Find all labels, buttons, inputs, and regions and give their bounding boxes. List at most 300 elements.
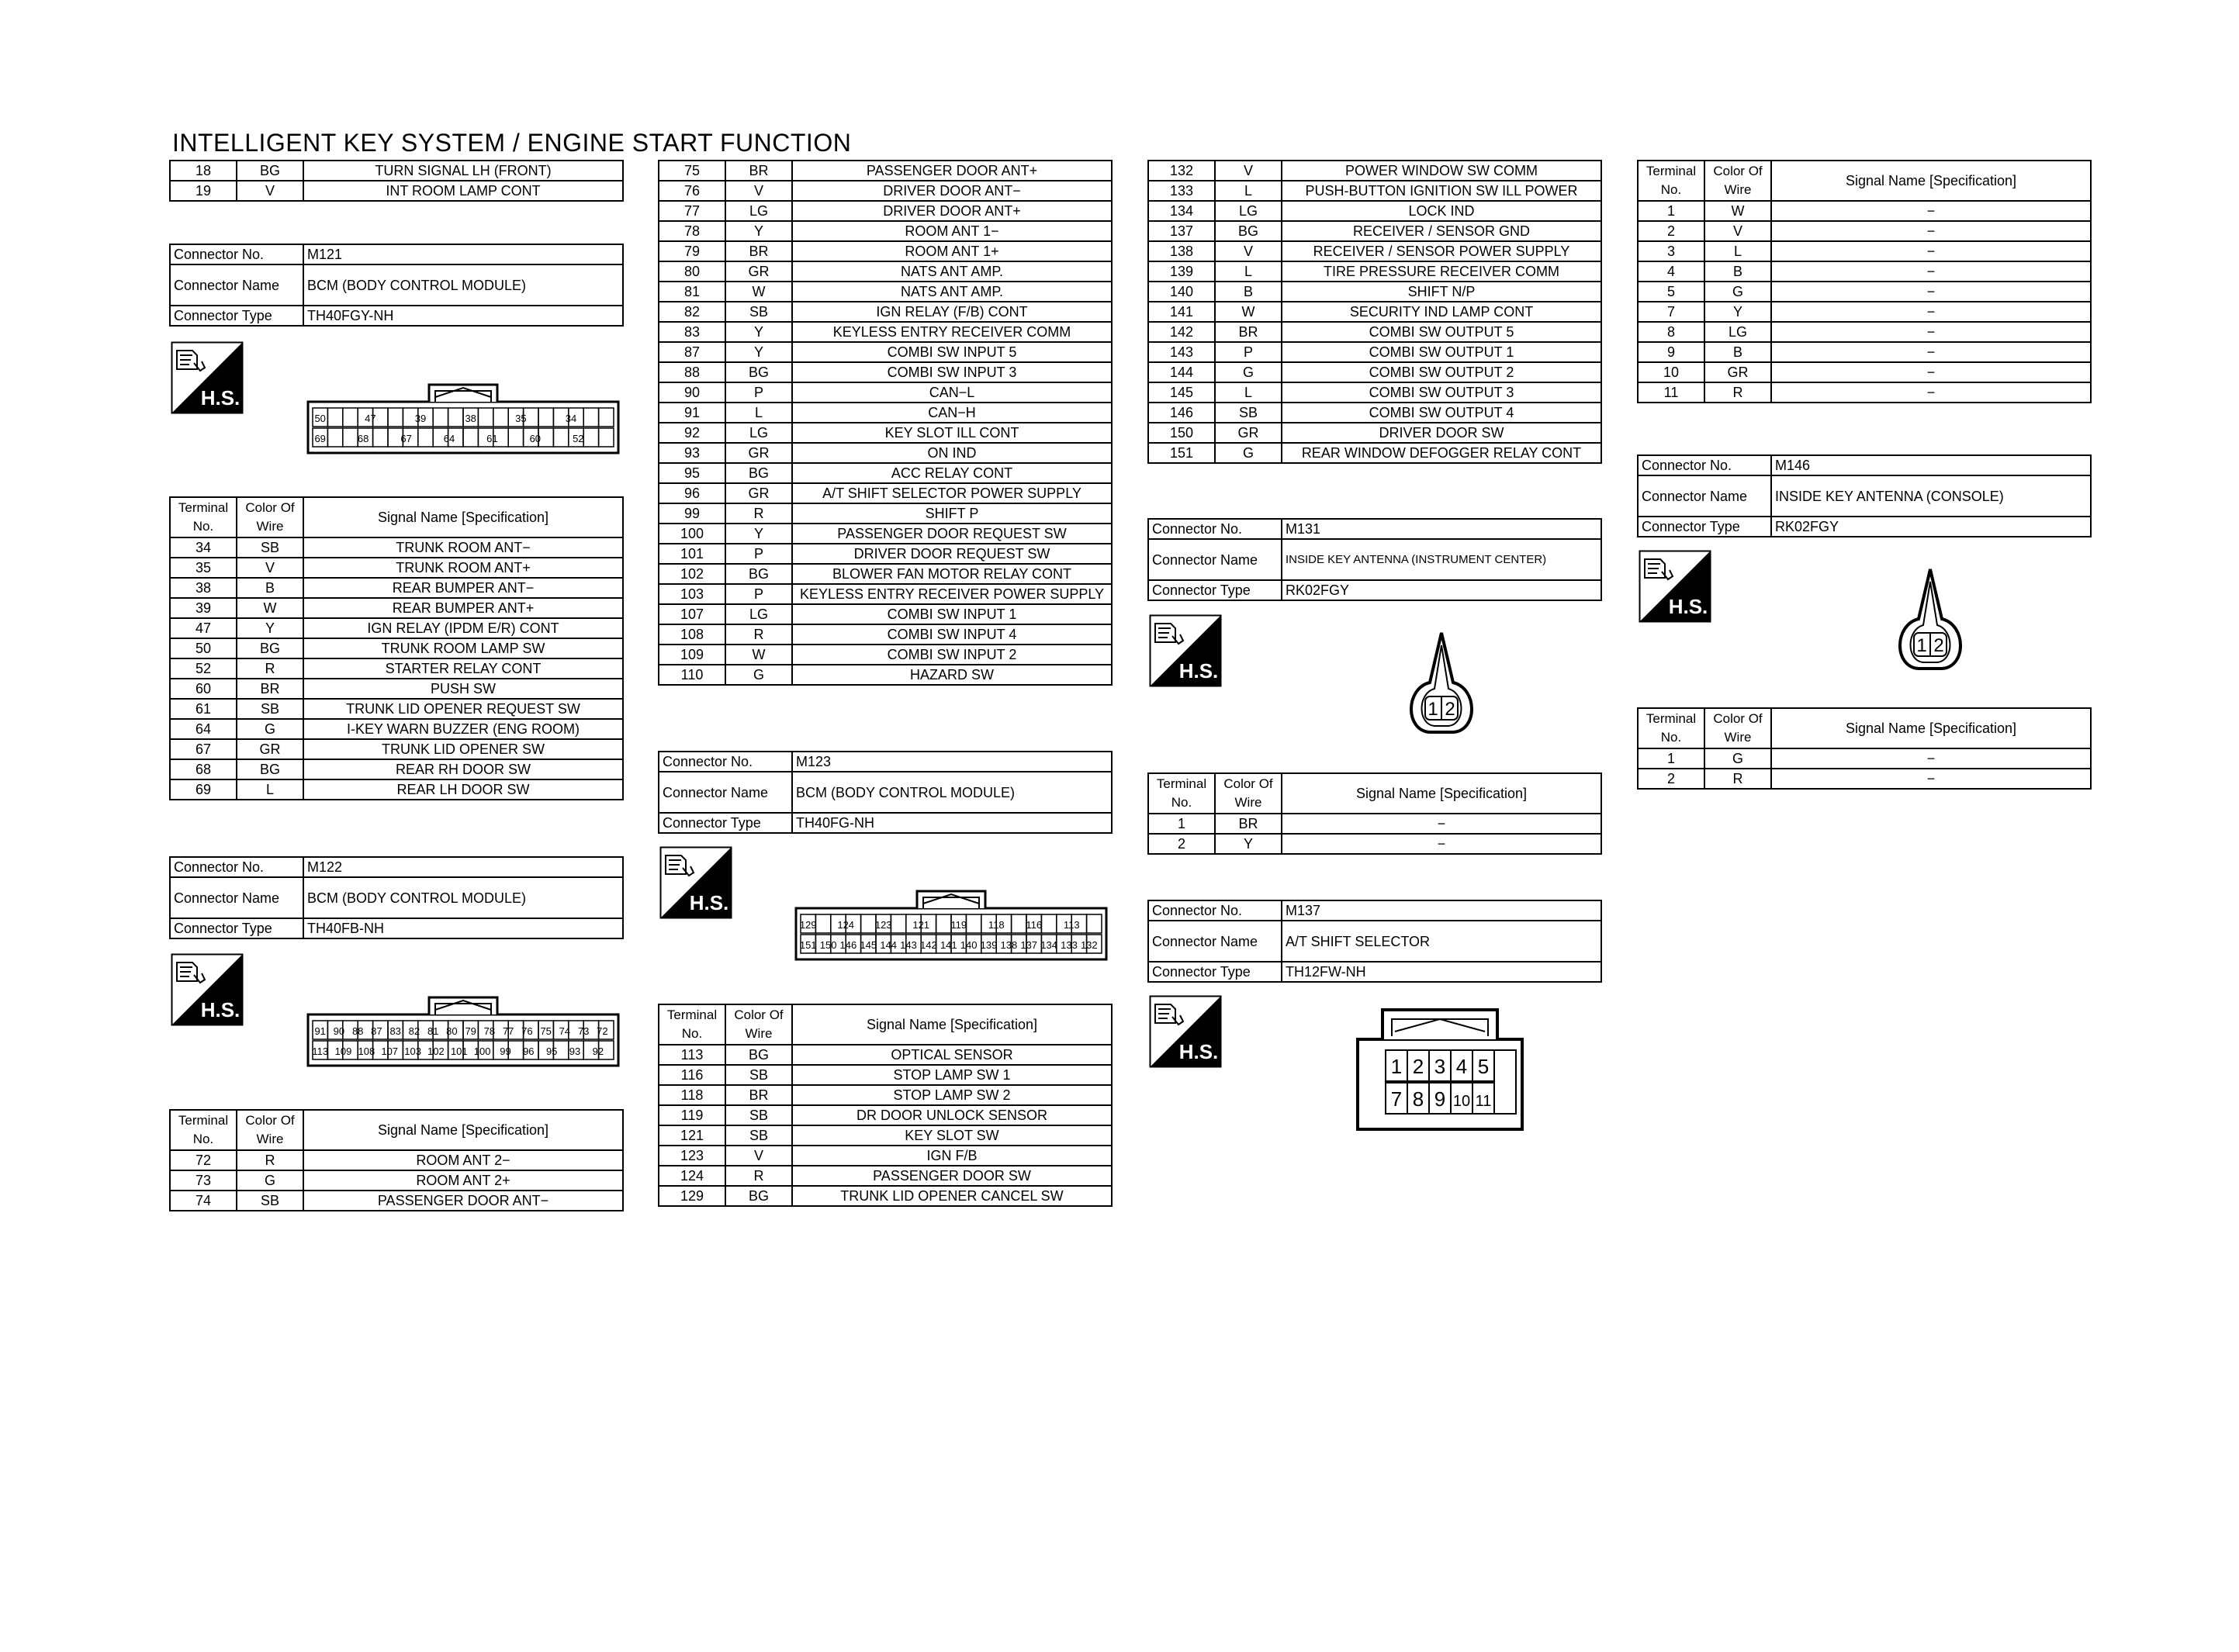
terminal-no-cell: 142	[1148, 322, 1215, 342]
table-row	[659, 1085, 1112, 1105]
wire-color-cell: V	[237, 181, 303, 201]
pin-number: 134	[1040, 939, 1057, 951]
pin-number: 87	[371, 1025, 382, 1037]
wire-color-cell: V	[725, 181, 792, 201]
pin-number: 92	[592, 1045, 604, 1057]
signal-name-cell: IGN RELAY (F/B) CONT	[792, 302, 1112, 322]
signal-name-cell: COMBI SW OUTPUT 5	[1282, 322, 1601, 342]
connector-name-value: BCM (BODY CONTROL MODULE)	[303, 264, 623, 306]
wire-color-cell: GR	[725, 261, 792, 282]
table-row	[170, 719, 623, 739]
signal-name-cell: COMBI SW INPUT 1	[792, 604, 1112, 624]
terminal-no-cell: 67	[170, 739, 237, 759]
terminal-no-cell: 82	[659, 302, 725, 322]
signal-name-cell: PASSENGER DOOR SW	[792, 1166, 1112, 1186]
signal-name-cell: RECEIVER / SENSOR POWER SUPPLY	[1282, 241, 1601, 261]
signal-name-cell: DRIVER DOOR ANT−	[792, 181, 1112, 201]
terminal-no-cell: 118	[659, 1085, 725, 1105]
wire-color-cell: Y	[725, 524, 792, 544]
pin-number: 88	[351, 1025, 364, 1037]
header-color-of-wire: Color Of Wire	[1704, 161, 1771, 201]
table-row	[659, 282, 1112, 302]
signal-name-cell: LOCK IND	[1282, 201, 1601, 221]
terminal-no-cell: 38	[170, 578, 237, 598]
table-row	[659, 1045, 1112, 1065]
signal-name-cell: DRIVER DOOR SW	[1282, 423, 1601, 443]
wire-color-cell: L	[1215, 261, 1282, 282]
header-signal-name: Signal Name [Specification]	[303, 497, 623, 537]
table-row	[1638, 382, 2091, 403]
table-row	[659, 1065, 1112, 1085]
hs-icon	[1149, 614, 1222, 691]
signal-name-cell: SHIFT P	[792, 503, 1112, 524]
wire-color-cell: LG	[725, 201, 792, 221]
terminal-table-m121	[169, 496, 624, 800]
terminal-no-cell: 4	[1638, 261, 1704, 282]
signal-name-cell: −	[1282, 834, 1601, 854]
terminal-no-cell: 2	[1638, 769, 1704, 789]
terminal-no-cell: 87	[659, 342, 725, 362]
connector-type-label: Connector Type	[1638, 517, 1771, 537]
wire-color-cell: R	[237, 1150, 303, 1170]
table-row	[659, 544, 1112, 564]
pin-number: 68	[357, 433, 369, 444]
pin-number: 50	[314, 413, 326, 424]
signal-name-cell: COMBI SW INPUT 3	[792, 362, 1112, 382]
table-row	[659, 1105, 1112, 1125]
signal-name-cell: STARTER RELAY CONT	[303, 658, 623, 679]
signal-name-cell: −	[1771, 201, 2091, 221]
table-row	[659, 584, 1112, 604]
terminal-no-cell: 134	[1148, 201, 1215, 221]
terminal-no-cell: 138	[1148, 241, 1215, 261]
wire-color-cell: R	[1704, 382, 1771, 403]
table-row	[170, 759, 623, 779]
table-row	[659, 624, 1112, 645]
pin-number: 69	[314, 433, 326, 444]
wire-color-cell: G	[725, 665, 792, 685]
connector-no-row	[170, 244, 623, 264]
table-row	[659, 604, 1112, 624]
wire-color-cell: BG	[725, 564, 792, 584]
table-row	[1148, 282, 1601, 302]
terminal-no-cell: 39	[170, 598, 237, 618]
terminal-no-cell: 1	[1638, 748, 1704, 769]
hs-label: H.S.	[200, 386, 241, 410]
signal-name-cell: −	[1771, 322, 2091, 342]
signal-name-cell: BLOWER FAN MOTOR RELAY CONT	[792, 564, 1112, 584]
pin-number: 76	[521, 1025, 533, 1037]
connector-face-m122	[305, 987, 621, 1076]
signal-name-cell: ON IND	[792, 443, 1112, 463]
connector-type-label: Connector Type	[659, 813, 792, 833]
table-row	[659, 161, 1112, 181]
table-row	[659, 261, 1112, 282]
terminal-no-cell: 129	[659, 1186, 725, 1206]
signal-name-cell: REAR BUMPER ANT+	[303, 598, 623, 618]
terminal-no-cell: 95	[659, 463, 725, 483]
header-terminal-no: Terminal No.	[1148, 773, 1215, 814]
pin-number: 113	[1063, 919, 1080, 931]
pin-number: 4	[1455, 1055, 1468, 1078]
terminal-no-cell: 123	[659, 1146, 725, 1166]
header-terminal-no: Terminal No.	[1638, 161, 1704, 201]
table-header-row	[1148, 773, 1601, 814]
table-row	[659, 503, 1112, 524]
table-row	[170, 779, 623, 800]
table-row	[1148, 403, 1601, 423]
table-row	[1148, 302, 1601, 322]
connector-name-row	[170, 264, 623, 306]
signal-name-cell: DR DOOR UNLOCK SENSOR	[792, 1105, 1112, 1125]
signal-name-cell: COMBI SW INPUT 2	[792, 645, 1112, 665]
header-color-of-wire: Color Of Wire	[1704, 708, 1771, 748]
pin-number: 124	[837, 919, 855, 931]
signal-name-cell: CAN−L	[792, 382, 1112, 403]
terminal-no-cell: 100	[659, 524, 725, 544]
wire-color-cell: GR	[1215, 423, 1282, 443]
connector-info-table	[169, 856, 624, 939]
table-row	[659, 201, 1112, 221]
signal-name-cell: PUSH SW	[303, 679, 623, 699]
pin-number: 2	[1933, 635, 1944, 656]
pin-number: 60	[529, 433, 542, 444]
terminal-no-cell: 5	[1638, 282, 1704, 302]
terminal-no-cell: 121	[659, 1125, 725, 1146]
hs-icon	[171, 341, 244, 418]
pin-number: 61	[486, 433, 498, 444]
connector-name-label: Connector Name	[1638, 475, 1771, 517]
pin-number: 77	[502, 1025, 514, 1037]
connector-no-value: M131	[1282, 519, 1601, 539]
wire-color-cell: SB	[237, 699, 303, 719]
wire-color-cell: W	[1215, 302, 1282, 322]
connector-name-label: Connector Name	[170, 264, 303, 306]
signal-name-cell: TRUNK ROOM ANT−	[303, 537, 623, 558]
wire-color-cell: P	[1215, 342, 1282, 362]
pin-table	[1637, 160, 2092, 403]
signal-name-cell: −	[1771, 282, 2091, 302]
table-row	[659, 342, 1112, 362]
terminal-table-m122	[169, 1109, 624, 1211]
wire-color-cell: V	[1215, 241, 1282, 261]
pin-number: 96	[523, 1045, 535, 1057]
terminal-no-cell: 2	[1148, 834, 1215, 854]
terminal-no-cell: 113	[659, 1045, 725, 1065]
table-header-row	[170, 1110, 623, 1150]
pin-number: 107	[381, 1045, 399, 1057]
hs-label: H.S.	[1178, 659, 1219, 683]
signal-name-cell: TRUNK LID OPENER CANCEL SW	[792, 1186, 1112, 1206]
pin-number: 101	[450, 1045, 468, 1057]
table-row	[659, 221, 1112, 241]
table-header-row	[1638, 161, 2091, 201]
signal-name-cell: SHIFT N/P	[1282, 282, 1601, 302]
connector-info-m121	[169, 244, 624, 327]
table-row	[1148, 362, 1601, 382]
connector-type-value: TH40FG-NH	[792, 813, 1112, 833]
connector-type-value: RK02FGY	[1282, 580, 1601, 600]
connector-name-label: Connector Name	[1148, 921, 1282, 962]
wire-color-cell: G	[1704, 282, 1771, 302]
pin-number: 82	[408, 1025, 420, 1037]
table-row	[1638, 362, 2091, 382]
wire-color-cell: R	[725, 503, 792, 524]
wire-color-cell: BG	[725, 463, 792, 483]
table-row	[659, 423, 1112, 443]
connector-no-row	[1638, 455, 2091, 475]
pin-table	[169, 496, 624, 800]
header-color-of-wire: Color Of Wire	[237, 1110, 303, 1150]
connector-name-value: A/T SHIFT SELECTOR	[1282, 921, 1601, 962]
signal-name-cell: STOP LAMP SW 2	[792, 1085, 1112, 1105]
terminal-no-cell: 99	[659, 503, 725, 524]
signal-name-cell: ROOM ANT 1+	[792, 241, 1112, 261]
table-row	[1148, 443, 1601, 463]
terminal-no-cell: 91	[659, 403, 725, 423]
signal-name-cell: −	[1771, 221, 2091, 241]
header-color-of-wire: Color Of Wire	[1215, 773, 1282, 814]
signal-name-cell: REAR WINDOW DEFOGGER RELAY CONT	[1282, 443, 1601, 463]
signal-name-cell: −	[1771, 362, 2091, 382]
table-row	[170, 161, 623, 181]
pin-number: 75	[540, 1025, 552, 1037]
terminal-no-cell: 77	[659, 201, 725, 221]
connector-no-label: Connector No.	[170, 244, 303, 264]
table-row	[659, 443, 1112, 463]
terminal-no-cell: 47	[170, 618, 237, 638]
terminal-no-cell: 119	[659, 1105, 725, 1125]
signal-name-cell: REAR RH DOOR SW	[303, 759, 623, 779]
connector-type-row	[170, 306, 623, 326]
hs-label: H.S.	[689, 891, 729, 914]
wire-color-cell: BG	[237, 638, 303, 658]
table-header-row	[1638, 708, 2091, 748]
connector-type-value: TH40FGY-NH	[303, 306, 623, 326]
signal-name-cell: IGN F/B	[792, 1146, 1112, 1166]
pin-number: 102	[427, 1045, 445, 1057]
connector-no-label: Connector No.	[659, 752, 792, 772]
wire-color-cell: R	[237, 658, 303, 679]
wire-color-cell: BR	[1215, 322, 1282, 342]
table-row	[659, 524, 1112, 544]
connector-name-value: BCM (BODY CONTROL MODULE)	[792, 772, 1112, 813]
connector-no-label: Connector No.	[1638, 455, 1771, 475]
table-row	[1638, 769, 2091, 789]
wire-color-cell: G	[237, 719, 303, 739]
terminal-no-cell: 137	[1148, 221, 1215, 241]
wire-color-cell: L	[1215, 382, 1282, 403]
pin-number: 140	[960, 939, 978, 951]
terminal-no-cell: 146	[1148, 403, 1215, 423]
signal-name-cell: TRUNK ROOM LAMP SW	[303, 638, 623, 658]
wire-color-cell: Y	[725, 322, 792, 342]
pin-number: 35	[515, 413, 527, 424]
wire-color-cell: BR	[237, 679, 303, 699]
table-row	[1638, 322, 2091, 342]
wire-color-cell: R	[1704, 769, 1771, 789]
wire-color-cell: SB	[725, 1065, 792, 1085]
signal-name-cell: TRUNK LID OPENER REQUEST SW	[303, 699, 623, 719]
pin-number: 119	[950, 919, 967, 931]
terminal-no-cell: 72	[170, 1150, 237, 1170]
terminal-no-cell: 60	[170, 679, 237, 699]
terminal-no-cell: 35	[170, 558, 237, 578]
table-row	[1148, 834, 1601, 854]
connector-info-table	[169, 244, 624, 327]
pin-number: 64	[443, 433, 455, 444]
connector-type-row	[1148, 580, 1601, 600]
wire-color-cell: BR	[725, 1085, 792, 1105]
signal-name-cell: CAN−H	[792, 403, 1112, 423]
terminal-no-cell: 8	[1638, 322, 1704, 342]
table-row	[659, 1166, 1112, 1186]
terminal-no-cell: 116	[659, 1065, 725, 1085]
table-row	[170, 181, 623, 201]
table-row	[170, 699, 623, 719]
signal-name-cell: −	[1771, 261, 2091, 282]
pin-number: 39	[414, 413, 427, 424]
signal-name-cell: HAZARD SW	[792, 665, 1112, 685]
terminal-no-cell: 140	[1148, 282, 1215, 302]
connector-face-m121	[305, 374, 621, 463]
table-row	[1148, 201, 1601, 221]
signal-name-cell: STOP LAMP SW 1	[792, 1065, 1112, 1085]
pin-number: 5	[1477, 1055, 1490, 1078]
signal-name-cell: TRUNK ROOM ANT+	[303, 558, 623, 578]
pin-table	[658, 160, 1113, 686]
header-terminal-no: Terminal No.	[659, 1004, 725, 1045]
hs-label: H.S.	[200, 998, 241, 1021]
terminal-no-cell: 18	[170, 161, 237, 181]
table-row	[659, 362, 1112, 382]
signal-name-cell: I-KEY WARN BUZZER (ENG ROOM)	[303, 719, 623, 739]
hs-icon	[1639, 550, 1711, 627]
signal-name-cell: KEYLESS ENTRY RECEIVER POWER SUPPLY	[792, 584, 1112, 604]
wire-color-cell: BG	[725, 362, 792, 382]
table-row	[1638, 302, 2091, 322]
terminal-no-cell: 101	[659, 544, 725, 564]
wire-color-cell: P	[725, 382, 792, 403]
connector-no-value: M121	[303, 244, 623, 264]
hs-label: H.S.	[1668, 595, 1708, 618]
signal-name-cell: KEY SLOT SW	[792, 1125, 1112, 1146]
connector-type-row	[1638, 517, 2091, 537]
pin-number: 80	[446, 1025, 458, 1037]
pin-number: 99	[500, 1045, 511, 1057]
wire-color-cell: SB	[1215, 403, 1282, 423]
pin-table	[169, 160, 624, 202]
terminal-no-cell: 133	[1148, 181, 1215, 201]
pin-number: 91	[314, 1025, 326, 1037]
signal-name-cell: KEY SLOT ILL CONT	[792, 423, 1112, 443]
pin-number: 93	[569, 1045, 581, 1057]
terminal-no-cell: 50	[170, 638, 237, 658]
terminal-no-cell: 132	[1148, 161, 1215, 181]
pin-number: 138	[1000, 939, 1018, 951]
connector-type-value: RK02FGY	[1771, 517, 2091, 537]
table-row	[1148, 814, 1601, 834]
table-row	[659, 403, 1112, 423]
terminal-no-cell: 145	[1148, 382, 1215, 403]
terminal-no-cell: 74	[170, 1191, 237, 1211]
table-row	[659, 1186, 1112, 1206]
signal-name-cell: DRIVER DOOR REQUEST SW	[792, 544, 1112, 564]
table-row	[1148, 342, 1601, 362]
terminal-no-cell: 151	[1148, 443, 1215, 463]
pin-number: 143	[900, 939, 917, 951]
wire-color-cell: BR	[1215, 814, 1282, 834]
table-row	[659, 1125, 1112, 1146]
signal-name-cell: −	[1282, 814, 1601, 834]
pin-number: 123	[874, 919, 892, 931]
wire-color-cell: L	[1704, 241, 1771, 261]
terminal-no-cell: 73	[170, 1170, 237, 1191]
terminal-no-cell: 10	[1638, 362, 1704, 382]
signal-name-cell: ROOM ANT 2+	[303, 1170, 623, 1191]
wire-color-cell: Y	[1215, 834, 1282, 854]
pin-number: 139	[980, 939, 998, 951]
connector-info-table	[658, 751, 1113, 834]
wire-color-cell: L	[725, 403, 792, 423]
pin-number: 142	[920, 939, 937, 951]
connector-info-table	[1637, 454, 2092, 537]
col3-terminal-table-continued	[1147, 160, 1602, 464]
signal-name-cell: PUSH-BUTTON IGNITION SW ILL POWER	[1282, 181, 1601, 201]
connector-name-value: INSIDE KEY ANTENNA (CONSOLE)	[1771, 475, 2091, 517]
terminal-no-cell: 78	[659, 221, 725, 241]
wire-color-cell: LG	[1215, 201, 1282, 221]
table-row	[1148, 322, 1601, 342]
table-row	[659, 645, 1112, 665]
header-signal-name: Signal Name [Specification]	[303, 1110, 623, 1150]
wire-color-cell: LG	[1704, 322, 1771, 342]
terminal-table-m123	[658, 1004, 1113, 1207]
wire-color-cell: GR	[1704, 362, 1771, 382]
wire-color-cell: W	[725, 282, 792, 302]
pin-number: 129	[799, 919, 817, 931]
wire-color-cell: V	[1704, 221, 1771, 241]
connector-face-m137	[1355, 1005, 1525, 1136]
terminal-no-cell: 139	[1148, 261, 1215, 282]
terminal-no-cell: 88	[659, 362, 725, 382]
pin-number: 90	[333, 1025, 345, 1037]
signal-name-cell: PASSENGER DOOR REQUEST SW	[792, 524, 1112, 544]
connector-name-label: Connector Name	[659, 772, 792, 813]
pin-number: 73	[577, 1025, 590, 1037]
pin-number: 121	[912, 919, 930, 931]
table-row	[1638, 241, 2091, 261]
connector-no-row	[659, 752, 1112, 772]
wire-color-cell: G	[1215, 443, 1282, 463]
pin-number: 38	[465, 413, 476, 424]
table-row	[170, 537, 623, 558]
pin-number: 74	[559, 1025, 571, 1037]
terminal-no-cell: 143	[1148, 342, 1215, 362]
table-row	[170, 739, 623, 759]
terminal-no-cell: 81	[659, 282, 725, 302]
signal-name-cell: REAR LH DOOR SW	[303, 779, 623, 800]
table-row	[1638, 282, 2091, 302]
terminal-no-cell: 141	[1148, 302, 1215, 322]
terminal-no-cell: 83	[659, 322, 725, 342]
pin-number: 141	[940, 939, 957, 951]
table-row	[1638, 748, 2091, 769]
table-row	[1148, 181, 1601, 201]
hs-label: H.S.	[1178, 1040, 1219, 1063]
wire-color-cell: G	[1215, 362, 1282, 382]
terminal-no-cell: 7	[1638, 302, 1704, 322]
